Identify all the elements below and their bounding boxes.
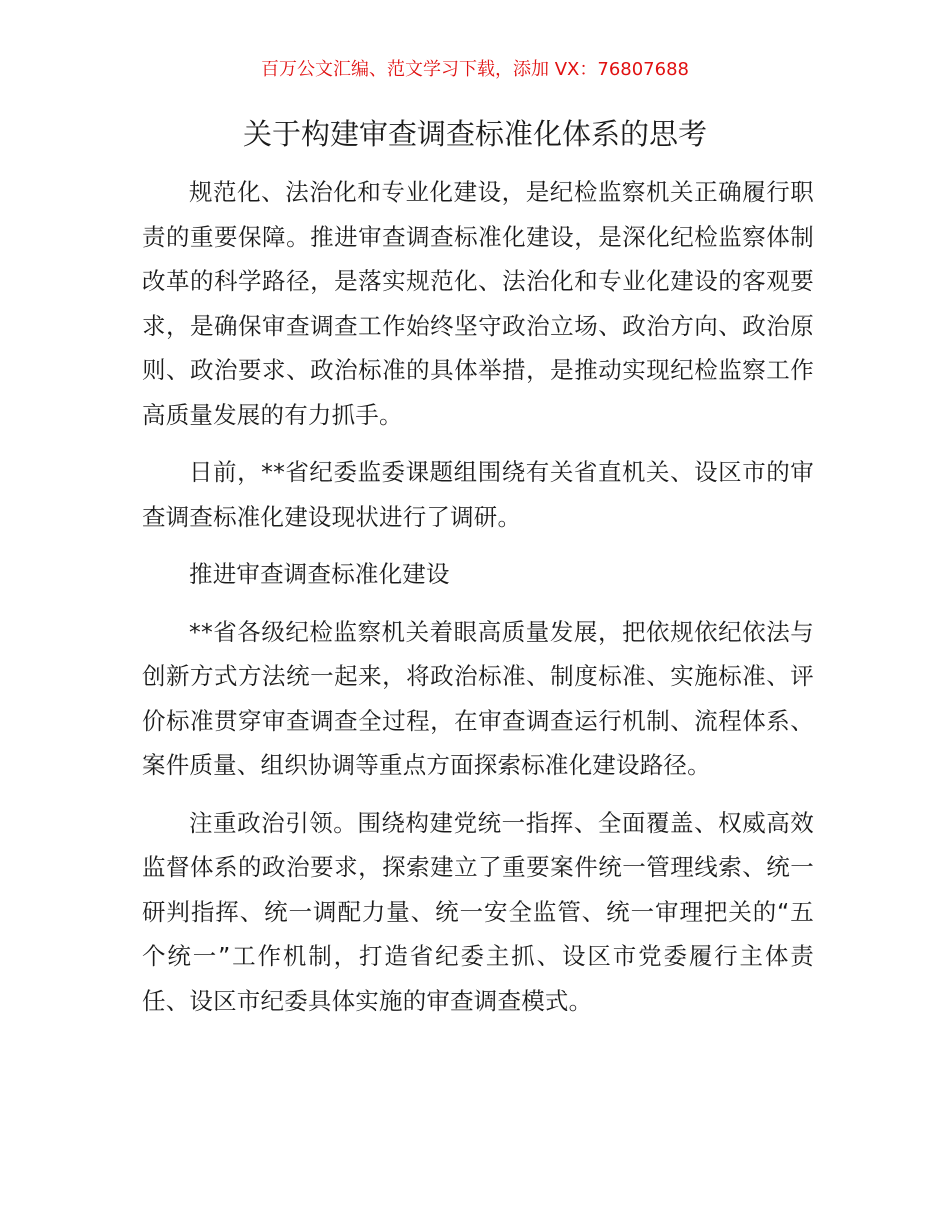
paragraph-intro: 规范化、法治化和专业化建设，是纪检监察机关正确履行职责的重要保障。推进审查调查标准化建设，是深化纪检监察体制改革的科学路径，是落实规范化、法治化和专业化建设的客观要求，是确保审查调查工作始终坚守政治立场、政治方向、政治原则、政治要求、政治标准的具体举措，是推动实现纪检监察工作高质量发展的有力抓手。 <box>142 178 814 429</box>
document-title: 关于构建审查调查标准化体系的思考 <box>242 117 707 151</box>
watermark-header: 百万公文汇编、范文学习下载，添加 VX：76807688 <box>261 59 689 80</box>
section-heading: 推进审查调查标准化建设 <box>189 560 450 588</box>
paragraph-survey: 日前，**省纪委监委课题组围绕有关省直机关、设区市的审查调查标准化建设现状进行了调研。 <box>142 458 814 531</box>
paragraph-political-guidance: 注重政治引领。围绕构建党统一指挥、全面覆盖、权威高效监督体系的政治要求，探索建立了重要案件统一管理线索、统一研判指挥、统一调配力量、统一安全监管、统一审理把关的“五个统一”工作机制，打造省纪委主抓、设区市党委履行主体责任、设区市纪委具体实施的审查调查模式。 <box>142 808 814 1015</box>
paragraph-overview: **省各级纪检监察机关着眼高质量发展，把依规依纪依法与创新方式方法统一起来，将政治标准、制度标准、实施标准、评价标准贯穿审查调查全过程，在审查调查运行机制、流程体系、案件质量、组织协调等重点方面探索标准化建设路径。 <box>142 617 814 779</box>
document-body <box>142 170 814 1036</box>
